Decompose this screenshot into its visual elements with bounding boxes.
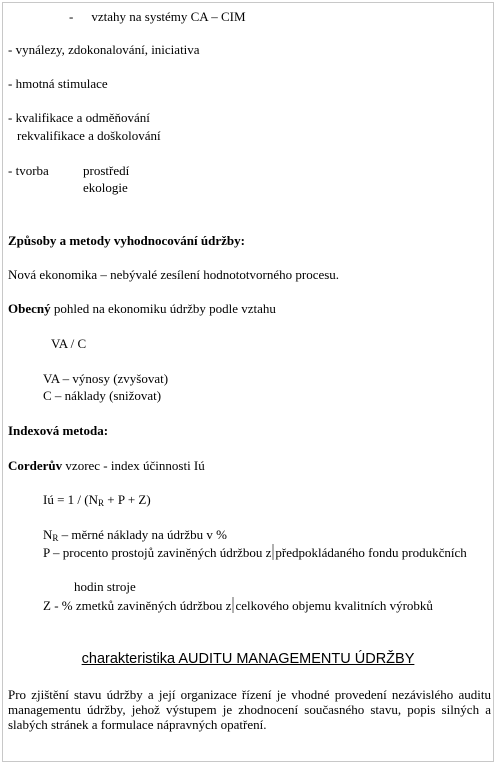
list-item-creation-value: prostředí (83, 163, 130, 178)
formula-subscript: R (98, 498, 105, 508)
paragraph-text: pohled na ekonomiku údržby podle vztahu (50, 301, 276, 316)
list-item-ecology: ekologie (83, 180, 128, 195)
section-title-index-method: Indexová metoda: (8, 423, 109, 438)
definition-p (8, 544, 491, 560)
list-item-requalification: rekvalifikace a doškolování (17, 128, 161, 143)
definition-c: C – náklady (snižovat) (43, 388, 162, 403)
list-dash: - (69, 9, 74, 24)
paragraph-corder (8, 458, 205, 473)
bold-word: Obecný (8, 301, 51, 316)
document-page (2, 2, 494, 762)
formula-efficiency-index (43, 492, 151, 507)
heading-audit: charakteristika AUDITU MANAGEMENTU ÚDRŽBY (81, 651, 415, 667)
definition-nr (43, 527, 227, 542)
list-item-text: vztahy na systémy CA – CIM (91, 9, 246, 24)
list-item-stimulation: - hmotná stimulace (8, 76, 108, 91)
formula-part: + P + Z) (104, 492, 151, 507)
section-title-methods: Způsoby a metody vyhodnocování údržby: (8, 233, 245, 248)
definition-text: celkového objemu kvalitních výrobků (235, 598, 433, 613)
paragraph-audit: Pro zjištění stavu údržby a její organizace řízení je vhodné provedení nezávislého auditu managementu údržby, jehož výstupem je zhodnocení současného stavu, popis silných a slabých stránek a formulace nápravných opatření. (8, 687, 491, 732)
paragraph-general-view (8, 301, 276, 316)
bold-word: Corderův (8, 458, 63, 473)
definition-text: Z - % zmetků zaviněných údržbou z (43, 598, 232, 613)
list-item-qualification: - kvalifikace a odměňování (8, 110, 150, 125)
paragraph-text: vzorec - index účinnosti Iú (62, 458, 205, 473)
formula-part: Iú = 1 / (N (43, 492, 98, 507)
list-item-inventions: - vynálezy, zdokonalování, iniciativa (8, 42, 200, 57)
list-item-systems (69, 9, 246, 24)
formula-va-c: VA / C (51, 336, 87, 351)
definition-text: P – procento prostojů zaviněných údržbou z (43, 545, 272, 560)
definition-z (8, 597, 491, 613)
symbol-subscript: R (52, 533, 59, 543)
definition-text: předpokládaného fondu produkčních (275, 545, 467, 560)
definition-text: – měrné náklady na údržbu v % (58, 527, 227, 542)
definition-va: VA – výnosy (zvyšovat) (43, 371, 169, 386)
list-item-creation-label: - tvorba (8, 163, 49, 178)
symbol: N (43, 527, 53, 542)
definition-p-continuation: hodin stroje (74, 579, 136, 594)
paragraph-new-economy: Nová ekonomika – nebývalé zesílení hodnototvorného procesu. (8, 267, 340, 282)
